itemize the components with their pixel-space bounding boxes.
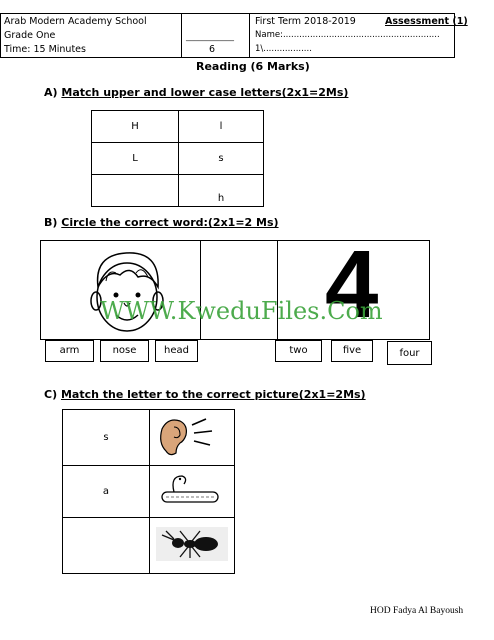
class-field: 1\.................. xyxy=(255,44,312,54)
footer-signature: HOD Fadya Al Bayoush xyxy=(370,606,464,616)
word-choice-arm[interactable]: arm xyxy=(45,340,94,362)
picture-cell xyxy=(150,466,235,518)
section-a-heading xyxy=(44,86,348,99)
term: First Term 2018-2019 xyxy=(255,16,356,27)
score-total: 6 xyxy=(209,44,216,55)
numeral-four: 4 xyxy=(325,231,379,338)
word-choice-nose[interactable]: nose xyxy=(100,340,149,362)
lower-letter: h xyxy=(179,175,264,207)
snake-icon xyxy=(152,470,232,510)
word-choice-five[interactable]: five xyxy=(331,340,373,362)
picture-match-table xyxy=(62,409,235,574)
page-title: Reading (6 Marks) xyxy=(196,60,310,73)
picture-cell xyxy=(150,410,235,466)
header-box xyxy=(0,13,468,58)
letter-cell xyxy=(63,518,150,574)
score-cell xyxy=(181,14,250,57)
word-choice-four[interactable]: four xyxy=(387,341,432,365)
ear-icon xyxy=(152,413,232,459)
section-a-label: A) xyxy=(44,86,58,99)
upper-letter: H xyxy=(92,111,179,143)
lower-letter: l xyxy=(179,111,264,143)
time-limit: Time: 15 Minutes xyxy=(4,44,86,55)
assessment-title: Assessment (1) xyxy=(385,16,468,27)
section-a-title: Match upper and lower case letters(2x1=2Ms) xyxy=(61,86,349,99)
grade: Grade One xyxy=(4,30,56,41)
section-c-label: C) xyxy=(44,388,58,401)
section-b-title: Circle the correct word:(2x1=2 Ms) xyxy=(61,216,279,229)
upper-letter: L xyxy=(92,143,179,175)
lower-letter: s xyxy=(179,143,264,175)
letters-table xyxy=(91,110,264,207)
student-cell xyxy=(249,14,468,57)
school-name: Arab Modern Academy School xyxy=(4,16,147,27)
score-blank: ____________ xyxy=(186,32,234,41)
section-b-heading xyxy=(44,216,279,229)
name-field: Name:.......................................................... xyxy=(255,30,440,40)
school-cell xyxy=(1,14,182,57)
letter-cell: s xyxy=(63,410,150,466)
ant-icon xyxy=(156,527,228,561)
word-choice-two[interactable]: two xyxy=(275,340,322,362)
word-choice-head[interactable]: head xyxy=(155,340,198,362)
section-c-heading xyxy=(44,388,366,401)
upper-letter xyxy=(92,175,179,207)
section-c-title: Match the letter to the correct picture(2x1=2Ms) xyxy=(60,388,366,401)
picture-panel xyxy=(40,231,430,340)
letter-cell: a xyxy=(63,466,150,518)
picture-cell xyxy=(150,518,235,574)
watermark: WWW.KweduFiles.Com xyxy=(100,297,383,325)
section-b-label: B) xyxy=(44,216,58,229)
